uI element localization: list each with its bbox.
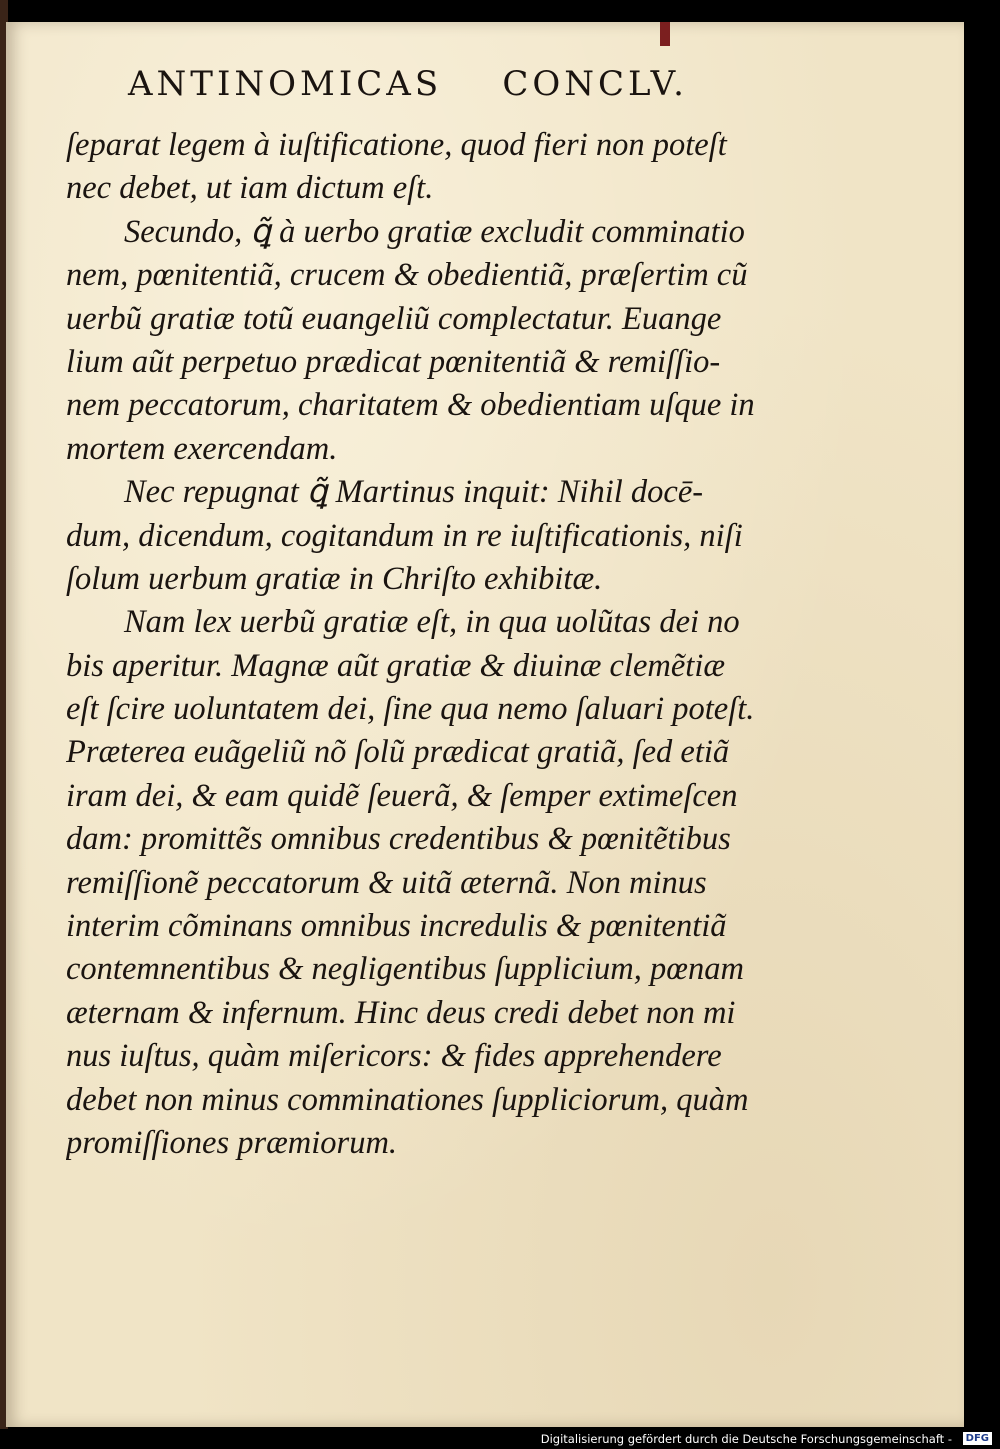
digitization-credit: Digitalisierung gefördert durch die Deutsche Forschungsgemeinschaft -	[540, 1432, 952, 1446]
dfg-logo: DFG	[963, 1432, 992, 1445]
text-line: promiſſiones præmiorum.	[66, 1124, 398, 1161]
text-line: Secundo, ꝗ̃ à uerbo gratiæ excludit comminatio	[124, 213, 745, 250]
text-line: Nam lex uerbũ gratiæ eſt, in qua uolũtas dei no	[124, 604, 740, 641]
text-line: remiſſionẽ peccatorum & uitã æternã. Non minus	[66, 864, 707, 901]
text-line: nec debet, ut iam dictum eſt.	[66, 170, 434, 207]
text-line: lium aũt perpetuo prædicat pœnitentiã & remiſſio-	[66, 343, 721, 380]
running-header-left: ANTINOMICAS	[128, 64, 443, 104]
text-line: nem, pœnitentiã, crucem & obedientiã, præſertim cũ	[66, 257, 748, 294]
text-line: bis aperitur. Magnæ aũt gratiæ & diuinæ clemẽtiæ	[66, 647, 726, 684]
running-header-right: CONCLV.	[502, 64, 688, 104]
text-line: dam: promittẽs omnibus credentibus & pœnitẽtibus	[66, 821, 731, 858]
text-line: nem peccatorum, charitatem & obedientiam uſque in	[66, 387, 755, 424]
text-line: dum, dicendum, cogitandum in re iuſtificationis, niſi	[66, 517, 743, 554]
text-line: ſeparat legem à iuſtificatione, quod fieri non poteſt	[66, 127, 727, 163]
running-header	[128, 64, 688, 104]
text-line: iram dei, & eam quidẽ ſeuerã, & ſemper extimeſcen	[66, 777, 738, 814]
text-line: ſolum uerbum gratiæ in Chriſto exhibitæ.	[66, 560, 603, 597]
text-line: debet non minus comminationes ſuppliciorum, quàm	[66, 1081, 749, 1118]
text-line: mortem exercendam.	[66, 430, 338, 467]
text-line: contemnentibus & negligentibus ſupplicium, pœnam	[66, 951, 744, 988]
text-line: æternam & infernum. Hinc deus credi debet non mi	[66, 994, 736, 1031]
text-line: Præterea euãgeliũ nõ ſolũ prædicat gratiã, ſed etiã	[66, 734, 730, 771]
body-text	[66, 124, 756, 1165]
text-line: Nec repugnat ꝗ̃ Martinus inquit: Nihil docē-	[124, 474, 704, 511]
bookmark-ribbon	[660, 22, 670, 46]
text-line: uerbũ gratiæ totũ euangeliũ complectatur. Euange	[66, 300, 722, 337]
text-line: interim cõminans omnibus incredulis & pœnitentiã	[66, 908, 727, 945]
text-line: nus iuſtus, quàm miſericors: & fides apprehendere	[66, 1038, 722, 1075]
text-line: eſt ſcire uoluntatem dei, ſine qua nemo ſaluari poteſt.	[66, 691, 755, 728]
